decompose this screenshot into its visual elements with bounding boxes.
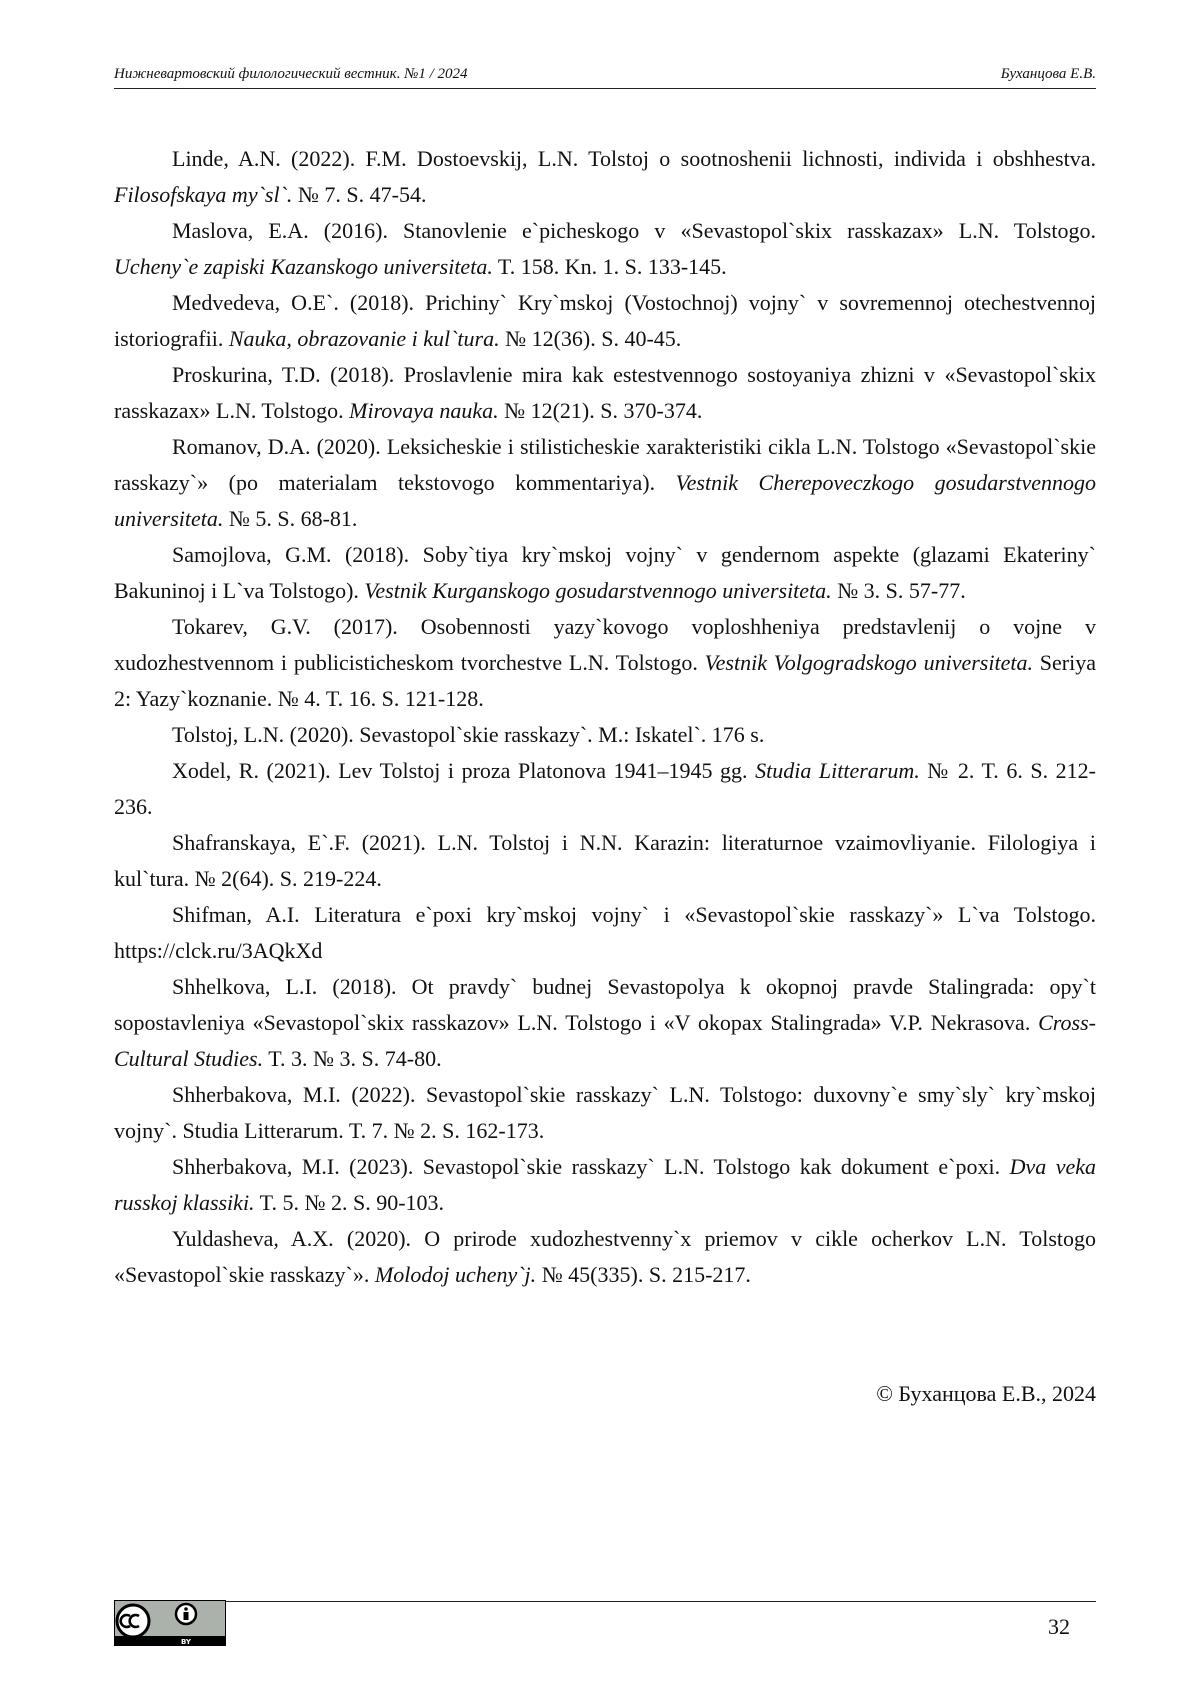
reference-item: Shherbakova, M.I. (2023). Sevastopol`skie rasskazy` L.N. Tolstogo kak dokument e`poxi. Dva veka russkoj klassiki. T. 5. № 2. S. 90-103.: [114, 1154, 1096, 1215]
reference-item: Yuldasheva, A.X. (2020). O prirode xudozhestvenny`x priemov v cikle ocherkov L.N. Tolstogo «Sevastopol`skie rasskazy`». Molodoj ucheny`j. № 45(335). S. 215-217.: [114, 1226, 1096, 1287]
reference-item: Romanov, D.A. (2020). Leksicheskie i stilisticheskie xarakteristiki cikla L.N. Tolstogo «Sevastopol`skie rasskazy`» (po materialam tekstovogo kommentariya). Vestnik Cherepoveczkogo gosudarstvennogo universiteta. № 5. S. 68-81.: [114, 434, 1096, 531]
copyright-notice: © Буханцова Е.В., 2024: [876, 1381, 1096, 1406]
reference-item: Medvedeva, O.E`. (2018). Prichiny` Kry`mskoj (Vostochnoj) vojny` v sovremennoj otechestvennoj istoriografii. Nauka, obrazovanie i kul`tura. № 12(36). S. 40-45.: [114, 290, 1096, 351]
running-header: [114, 62, 1096, 89]
reference-item: Shhelkova, L.I. (2018). Ot pravdy` budnej Sevastopolya k okopnoj pravde Stalingrada: opy`t sopostavleniya «Sevastopol`skix rasskazov» L.N. Tolstogo i «V okopax Stalingrada» V.P. Nekrasova. Cross-Cultural Studies. T. 3. № 3. S. 74-80.: [114, 974, 1096, 1071]
reference-item: Tokarev, G.V. (2017). Osobennosti yazy`kovogo voploshheniya predstavlenij o vojne v xudozhestvennom i publicisticheskom tvorchestve L.N. Tolstogo. Vestnik Volgogradskogo universiteta. Seriya 2: Yazy`koznanie. № 4. T. 16. S. 121-128.: [114, 614, 1096, 711]
reference-list: [114, 141, 1096, 1293]
reference-item: Xodel, R. (2021). Lev Tolstoj i proza Platonova 1941–1945 gg. Studia Litterarum. № 2. T. 6. S. 212-236.: [114, 758, 1097, 819]
license-label: BY: [180, 1638, 192, 1646]
header-author: Буханцова Е.В.: [1000, 66, 1096, 82]
reference-item: Shherbakova, M.I. (2022). Sevastopol`skie rasskazy` L.N. Tolstogo: duxovny`e smy`sly` kry`mskoj vojny`. Studia Litterarum. T. 7. № 2. S. 162-173.: [114, 1082, 1096, 1143]
reference-item: Tolstoj, L.N. (2020). Sevastopol`skie rasskazy`. M.: Iskatel`. 176 s.: [172, 722, 765, 747]
reference-item: Samojlova, G.M. (2018). Soby`tiya kry`mskoj vojny` v gendernom aspekte (glazami Ekateriny` Bakuninoj i L`va Tolstogo). Vestnik Kurganskogo gosudarstvennogo universiteta. № 3. S. 57-77.: [114, 542, 1096, 603]
reference-item: Linde, A.N. (2022). F.M. Dostoevskij, L.N. Tolstoj o sootnoshenii lichnosti, individa i obshhestva. Filosofskaya my`sl`. № 7. S. 47-54.: [114, 146, 1096, 207]
journal-title: Нижневартовский филологический вестник. №1 / 2024: [114, 66, 468, 82]
reference-item: Proskurina, T.D. (2018). Proslavlenie mira kak estestvennogo sostoyaniya zhizni v «Sevastopol`skix rasskazax» L.N. Tolstogo. Mirovaya nauka. № 12(21). S. 370-374.: [114, 362, 1096, 423]
reference-item: Shafranskaya, E`.F. (2021). L.N. Tolstoj i N.N. Karazin: literaturnoe vzaimovliyanie. Filologiya i kul`tura. № 2(64). S. 219-224.: [114, 830, 1096, 891]
reference-item: Shifman, A.I. Literatura e`poxi kry`mskoj vojny` i «Sevastopol`skie rasskazy`» L`va Tolstogo. https://clck.ru/3AQkXd: [114, 902, 1096, 963]
cc-by-license-icon[interactable]: [114, 1600, 226, 1646]
footer-rule: [226, 1601, 1096, 1602]
page-number: 32: [1048, 1614, 1070, 1639]
reference-item: Maslova, E.A. (2016). Stanovlenie e`picheskogo v «Sevastopol`skix rasskazax» L.N. Tolstogo. Ucheny`e zapiski Kazanskogo universiteta. T. 158. Kn. 1. S. 133-145.: [114, 218, 1096, 279]
